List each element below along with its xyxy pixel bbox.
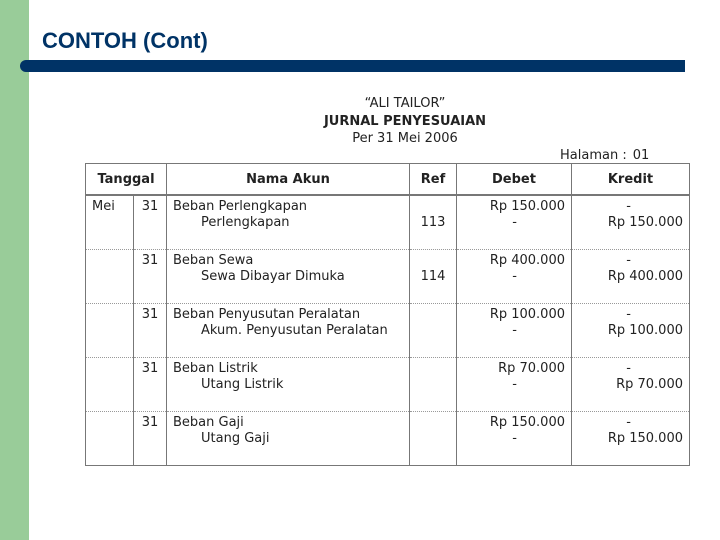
credit-amount: Rp 150.000 (607, 431, 683, 446)
journal-table (85, 163, 690, 466)
table-row (86, 195, 690, 250)
header-debit: Debet (457, 164, 572, 196)
day-cell: 31 (134, 304, 167, 358)
credit-cell (572, 412, 690, 466)
credit-cell (572, 195, 690, 250)
debit-amount: Rp 100.000 (489, 307, 565, 322)
debit-account: Beban Perlengkapan (173, 199, 308, 214)
slide-title: CONTOH (Cont) (42, 28, 208, 53)
page-number (560, 148, 655, 163)
debit-cell (457, 304, 572, 358)
credit-dash: - (626, 199, 631, 214)
page-number-value: 01 (632, 148, 650, 163)
debit-dash: - (512, 377, 517, 392)
debit-cell (457, 195, 572, 250)
debit-dash: - (512, 269, 517, 284)
month-cell-empty (86, 250, 134, 304)
credit-account: Sewa Dibayar Dimuka (201, 269, 345, 284)
ref-cell (410, 412, 457, 466)
header-date: Tanggal (86, 164, 167, 196)
day-cell: 31 (134, 358, 167, 412)
credit-dash: - (626, 361, 631, 376)
debit-cell (457, 358, 572, 412)
credit-amount: Rp 150.000 (607, 215, 683, 230)
ref-cell (410, 358, 457, 412)
debit-account: Beban Sewa (173, 253, 254, 268)
account-cell (167, 358, 410, 412)
debit-cell (457, 412, 572, 466)
credit-account: Utang Gaji (201, 431, 270, 446)
credit-cell (572, 358, 690, 412)
day-cell: 31 (134, 412, 167, 466)
debit-amount: Rp 150.000 (489, 415, 565, 430)
credit-amount: Rp 70.000 (616, 377, 683, 392)
debit-dash: - (512, 431, 517, 446)
debit-amount: Rp 400.000 (489, 253, 565, 268)
debit-account: Beban Penyusutan Peralatan (173, 307, 361, 322)
month-cell-empty (86, 412, 134, 466)
left-accent-bar (0, 0, 29, 540)
ref-cell (410, 195, 457, 250)
table-row (86, 250, 690, 304)
debit-dash: - (512, 323, 517, 338)
table-header-row (86, 164, 690, 196)
account-cell (167, 304, 410, 358)
credit-amount: Rp 100.000 (607, 323, 683, 338)
debit-cell (457, 250, 572, 304)
credit-cell (572, 250, 690, 304)
month-cell-empty (86, 358, 134, 412)
header-account: Nama Akun (167, 164, 410, 196)
journal-date: Per 31 Mei 2006 (352, 131, 458, 146)
debit-account: Beban Gaji (173, 415, 244, 430)
ref-value: 114 (420, 269, 446, 284)
table-row (86, 412, 690, 466)
credit-account: Utang Listrik (201, 377, 284, 392)
ref-cell (410, 250, 457, 304)
credit-cell (572, 304, 690, 358)
table-row (86, 358, 690, 412)
header-credit: Kredit (572, 164, 690, 196)
credit-dash: - (626, 415, 631, 430)
credit-account: Akum. Penyusutan Peralatan (201, 323, 388, 338)
ref-value: 113 (420, 215, 446, 230)
credit-amount: Rp 400.000 (607, 269, 683, 284)
account-cell (167, 195, 410, 250)
day-cell: 31 (134, 195, 167, 250)
page-number-label: Halaman : (560, 148, 627, 163)
credit-dash: - (626, 253, 631, 268)
debit-account: Beban Listrik (173, 361, 258, 376)
account-cell (167, 412, 410, 466)
header-ref: Ref (410, 164, 457, 196)
month-cell-empty (86, 304, 134, 358)
company-name: “ALI TAILOR” (364, 96, 446, 111)
credit-dash: - (626, 307, 631, 322)
credit-account: Perlengkapan (201, 215, 290, 230)
day-cell: 31 (134, 250, 167, 304)
table-row (86, 304, 690, 358)
ref-cell (410, 304, 457, 358)
month-cell: Mei (86, 195, 134, 250)
debit-amount: Rp 70.000 (498, 361, 565, 376)
journal-title: JURNAL PENYESUAIAN (323, 114, 487, 129)
debit-dash: - (512, 215, 517, 230)
title-rule (20, 60, 685, 72)
account-cell (167, 250, 410, 304)
debit-amount: Rp 150.000 (489, 199, 565, 214)
